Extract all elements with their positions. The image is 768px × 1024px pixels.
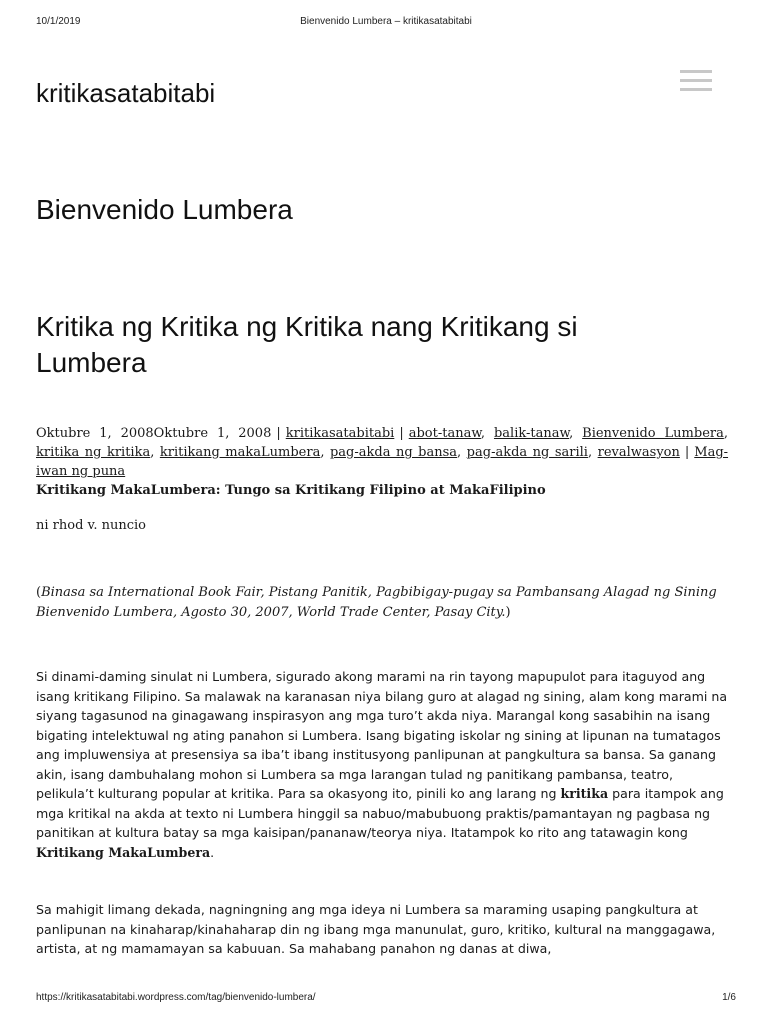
tag-link[interactable]: pag-akda ng bansa: [329, 445, 458, 460]
paragraph-text: Si dinami-daming sinulat ni Lumbera, sigurado akong marami na rin tayong mapupulot para itaguyod ang isang kritikang Filipino. Sa malawak na karanasan niya bilang guro at alagad ng sining, alam kong marami na siyang tagasunod na ginagawang inspirasyon ang mga turo’t akda niya. Marangal kong sasabihin na isang bigating intelektuwal ng ating panahon si Lumbera. Isang bigating iskolar ng sining at lipunan na tumatagos ang impluwensiya at presensiya sa iba’t ibang institusyong panlipunan at pangkultura sa bansa. Sa ganang akin, isang dambuhalang mohon si Lumbera sa mga larangan tulad ng panitikang pambansa, teatro, pelikula’t kulturang popular at kritika. Para sa okasyong ito, pinili ko ang larang ng: [36, 669, 728, 801]
tag-link[interactable]: abot-tanaw: [408, 426, 481, 441]
post-date-published[interactable]: Oktubre 1, 2008: [36, 426, 154, 441]
meta-separator: |: [276, 426, 281, 441]
paren-close: ): [505, 605, 511, 620]
paragraph-text: .: [210, 844, 215, 860]
meta-separator: |: [684, 445, 690, 460]
author-link[interactable]: kritikasatabitabi: [285, 426, 395, 441]
author-line: ni rhod v. nuncio: [36, 518, 146, 533]
tag-link[interactable]: balik-tanaw: [493, 426, 570, 441]
post-content: [36, 424, 728, 959]
tag-link[interactable]: kritikang makaLumbera: [159, 445, 321, 460]
hamburger-menu-icon[interactable]: [680, 70, 712, 94]
occasion-note: [36, 583, 728, 623]
post-subhead: Kritikang MakaLumbera: Tungo sa Kritikang Filipino at MakaFilipino: [36, 483, 546, 498]
paren-open: (: [36, 585, 42, 600]
paragraph-text: para itampok ang mga kritikal na akda at texto ni Lumbera hinggil sa nabuo/mabubuong praktis/pamantayan ng pagbasa ng panitikan at kultura batay sa mga kaisipan/pananaw/teorya niya. Itatampok ko rito ang tatawagin kong: [36, 786, 724, 840]
post-meta: Oktubre 1, 2008Oktubre 1, 2008 | kritikasatabitabi | abot-tanaw, balik-tanaw, Bienvenido Lumbera, kritika ng kritika, kritikang makaLumbera, pag-akda ng bansa, pag-akda ng sarili, revalwasyon | Mag-iwan ng puna: [36, 426, 729, 479]
bold-term: Kritikang MakaLumbera: [36, 844, 211, 860]
site-title[interactable]: kritikasatabitabi: [36, 78, 216, 108]
tag-link[interactable]: revalwasyon: [597, 445, 680, 460]
print-url: https://kritikasatabitabi.wordpress.com/tag/bienvenido-lumbera/: [36, 992, 316, 1003]
post-date-updated: Oktubre 1, 2008: [153, 426, 272, 441]
tag-link[interactable]: Bienvenido Lumbera: [582, 426, 724, 441]
menu-bar: [680, 88, 712, 91]
menu-bar: [680, 79, 712, 82]
menu-bar: [680, 70, 712, 73]
post-title[interactable]: Kritika ng Kritika ng Kritika nang Kritikang si Lumbera: [36, 311, 578, 378]
print-date: 10/1/2019: [36, 16, 81, 27]
print-doc-title: Bienvenido Lumbera – kritikasatabitabi: [300, 16, 472, 27]
occasion-text: Binasa sa International Book Fair, Pistang Panitik, Pagbibigay-pugay sa Pambansang Alagad ng Sining Bienvenido Lumbera, Agosto 30, 2007, World Trade Center, Pasay City.: [36, 585, 717, 620]
tag-link[interactable]: pag-akda ng sarili: [466, 445, 588, 460]
meta-separator: |: [399, 426, 404, 441]
page-number: 1/6: [722, 992, 736, 1003]
tag-link[interactable]: kritika ng kritika: [36, 445, 151, 460]
paragraph: Sa mahigit limang dekada, nagningning ang mga ideya ni Lumbera sa maraming usaping pangkultura at panlipunan na kinaharap/kinahaharap din ng ibang mga manunulat, guro, kritiko, kultural na manggagawa, artista, at ng mamamayan sa kabuuan. Sa mahabang panahon ng danas at diwa,: [36, 902, 716, 956]
bold-term: kritika: [560, 786, 609, 801]
comment-link[interactable]: Mag-iwan ng puna: [36, 445, 729, 479]
archive-title: Bienvenido Lumbera: [36, 194, 293, 225]
paragraph: [36, 667, 728, 862]
